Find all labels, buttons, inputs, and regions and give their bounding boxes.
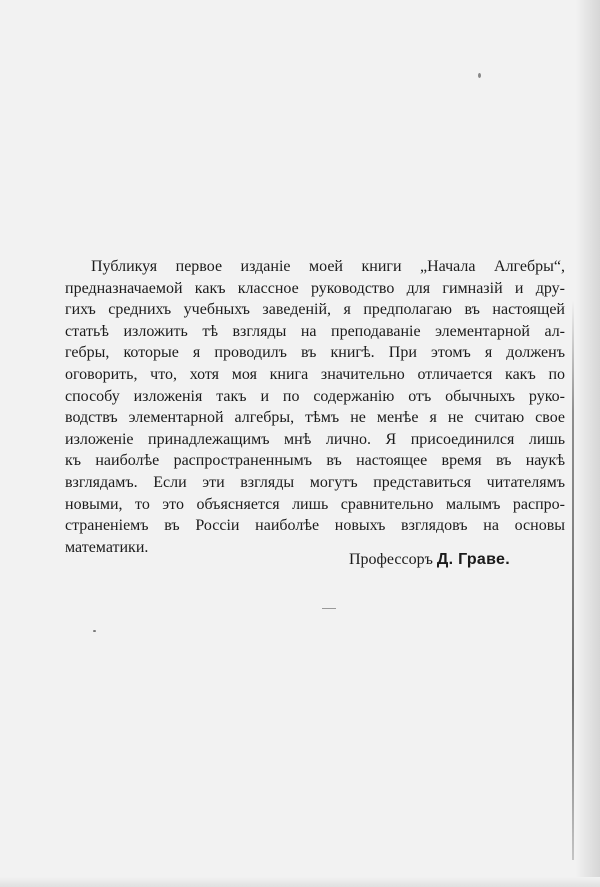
preface-paragraph xyxy=(65,256,565,558)
signature-title: Профессоръ xyxy=(349,551,433,568)
paragraph-line: предназначаемой какъ классное руководство для гимназій и дру- xyxy=(65,279,565,297)
paragraph-line: Публикуя первое изданіе моей книги „Начала Алгебры“, xyxy=(91,258,565,275)
scan-shadow-right xyxy=(576,0,600,887)
paragraph-line: статьѣ изложить тѣ взгляды на преподаваніе элементарной ал- xyxy=(65,322,565,340)
paragraph-line: изложеніе принадлежащимъ мнѣ лично. Я присоединился лишь xyxy=(65,430,565,448)
paragraph-line: математики. xyxy=(65,538,149,556)
signature-name: Д. Граве. xyxy=(436,551,510,568)
paragraph-line: оговорить, что, хотя моя книга значительно отличается какъ по xyxy=(65,365,565,383)
signature xyxy=(349,551,510,569)
scan-shadow-bottom xyxy=(0,877,600,887)
paragraph-line: гихъ среднихъ учебныхъ заведеній, я предполагаю въ настоящей xyxy=(65,301,565,319)
paragraph-line: гебры, которые я проводилъ въ книгѣ. При этомъ я долженъ xyxy=(65,344,565,362)
paragraph-line: новыми, то это объясняется лишь сравнительно малымъ распро- xyxy=(65,495,565,513)
paragraph-line: способу изложенія такъ и по содержанію отъ обычныхъ руко- xyxy=(65,387,565,405)
dust-speck xyxy=(93,630,96,632)
scan-binding-line xyxy=(572,300,574,860)
dust-speck xyxy=(478,73,481,78)
dust-speck xyxy=(322,608,336,609)
paragraph-line: взглядамъ. Если эти взгляды могутъ представиться читателямъ xyxy=(65,473,565,491)
paragraph-line: страненіемъ въ Россіи наиболѣе новыхъ взглядовъ на основы xyxy=(65,517,565,535)
paragraph-line: водствъ элементарной алгебры, тѣмъ не менѣе я не считаю свое xyxy=(65,409,565,427)
paragraph-line: къ наиболѣе распространеннымъ въ настоящее время въ наукѣ xyxy=(65,452,565,470)
